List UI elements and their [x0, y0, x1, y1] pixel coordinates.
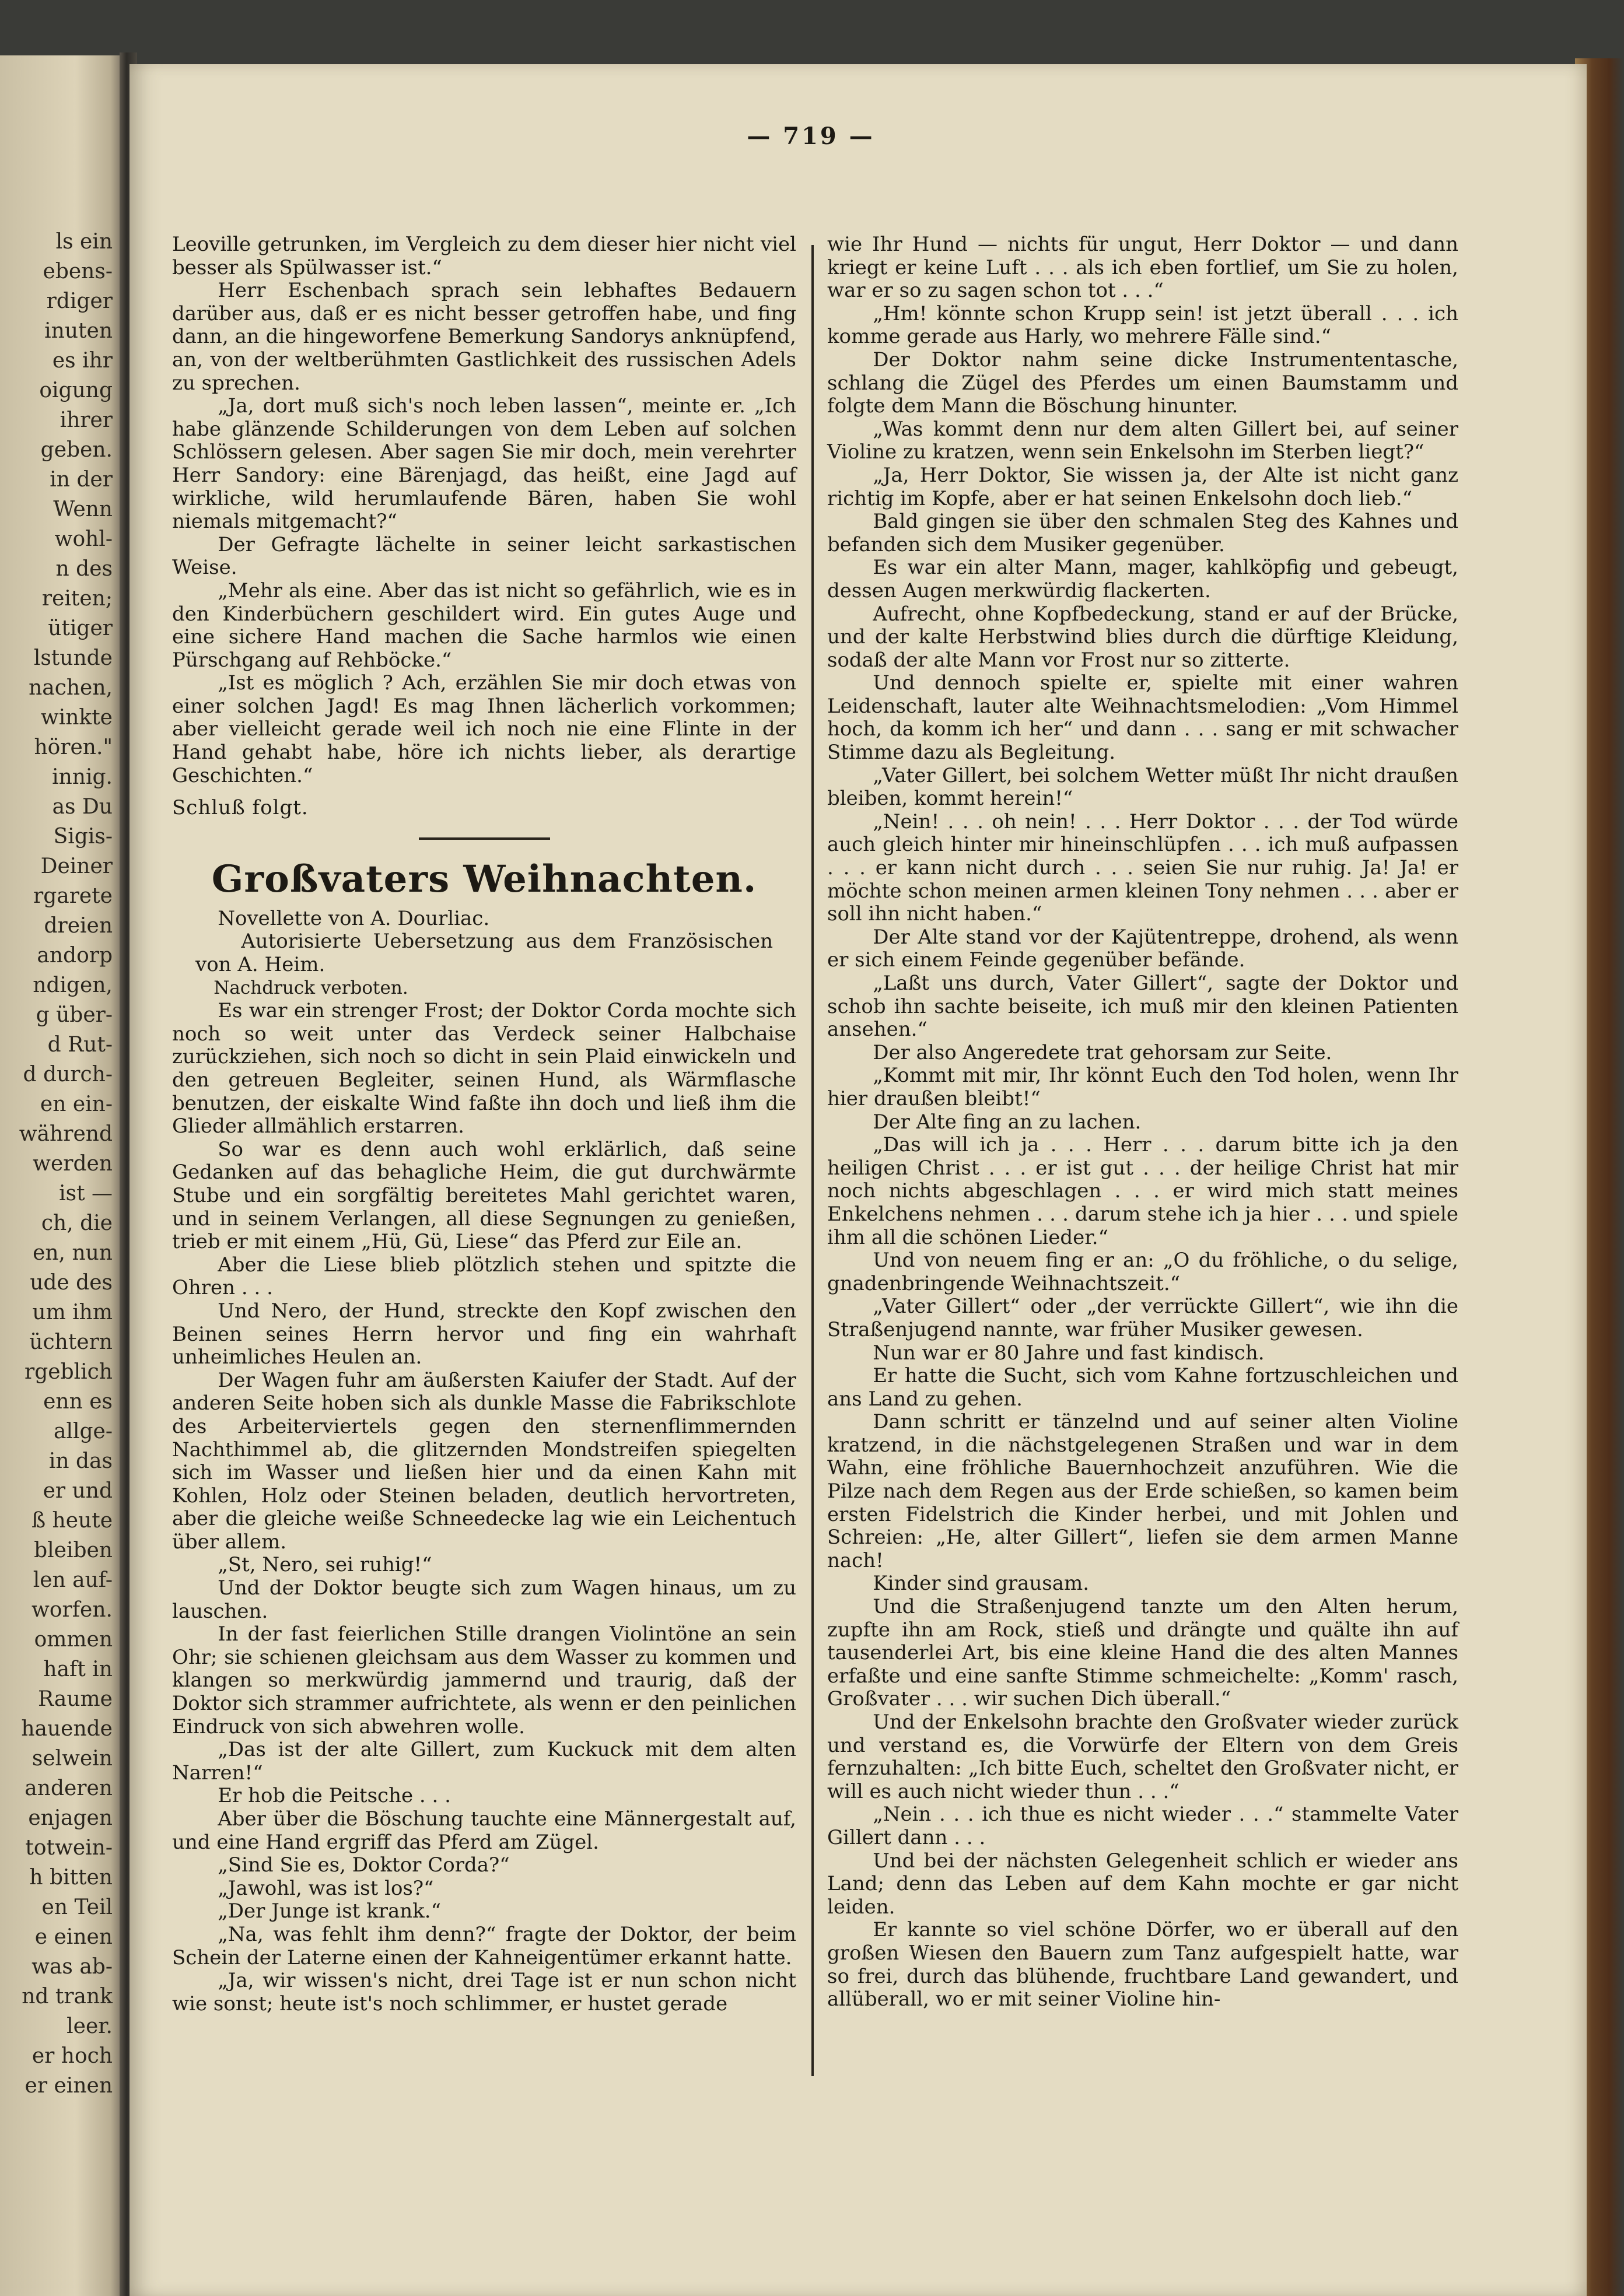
facing-page-line: wohl-: [54, 527, 113, 551]
facing-page-line: werden: [33, 1152, 113, 1176]
facing-page-line: es ihr: [52, 349, 113, 373]
paragraph: „Laßt uns durch, Vater Gillert“, sagte der Doktor und schob ihn sachte beiseite, ich muß mir den kleinen Patienten ansehen.“: [827, 972, 1458, 1042]
to-be-continued: Schluß folgt.: [172, 796, 309, 820]
facing-page-line: ihrer: [60, 408, 113, 432]
right-column: [827, 233, 1458, 2011]
facing-page-line: in der: [50, 468, 113, 492]
reprint-notice: Nachdruck verboten.: [214, 977, 408, 998]
facing-page-line: lstunde: [33, 646, 113, 670]
paragraph: Es war ein strenger Frost; der Doktor Corda mochte sich noch so weit unter das Verdeck seiner Halbchaise zurückziehen, sich noch so dicht in sein Plaid einwickeln und den getreuen Begleiter, seinen Hund, als Wärmflasche benutzen, der eiskalte Wind faßte ihn doch und ließ ihm die Glieder allmählich erstarren.: [172, 999, 796, 1138]
facing-page-line: nachen,: [29, 676, 113, 700]
story-subtitle: Novellette von A. Dourliac.: [218, 906, 490, 930]
facing-page-line: en ein-: [40, 1092, 113, 1116]
paragraph: Und der Enkelsohn brachte den Großvater wieder zurück und verstand es, die Vorwürfe der Eltern von dem Greis fernzuhalten: „Ich bitte Euch, scheltet den Großvater nicht, er will es auch nicht wieder thun . . .“: [827, 1710, 1458, 1803]
facing-page-line: um ihm: [32, 1301, 113, 1324]
paragraph: Es war ein alter Mann, mager, kahlköpfig und gebeugt, dessen Augen merkwürdig flackerten.: [827, 556, 1458, 602]
paragraph: „Sind Sie es, Doktor Corda?“: [218, 1853, 510, 1877]
paragraph: „Vater Gillert, bei solchem Wetter müßt Ihr nicht draußen bleiben, kommt herein!“: [827, 763, 1458, 811]
paragraph: „Na, was fehlt ihm denn?“ fragte der Doktor, der beim Schein der Laterne einen der Kahneigentümer erkannt hatte.: [172, 1922, 796, 1969]
paragraph: „Mehr als eine. Aber das ist nicht so gefährlich, wie es in den Kinderbüchern geschildert wird. Ein gutes Auge und eine sichere Hand machen die Sache harmlos wie einen Pürschgang auf Rehböcke.“: [172, 579, 796, 672]
facing-page-line: as Du: [52, 795, 113, 819]
facing-page-line: enjagen: [28, 1806, 113, 1830]
facing-page-line: nd trank: [22, 1985, 113, 2008]
facing-page-line: Deiner: [40, 854, 113, 878]
facing-page-line: üchtern: [29, 1330, 113, 1354]
facing-page-line: winkte: [40, 706, 113, 730]
paragraph: Nun war er 80 Jahre und fast kindisch.: [873, 1341, 1265, 1365]
story-title: Großvaters Weihnachten.: [211, 857, 757, 901]
paragraph: „Ja, wir wissen's nicht, drei Tage ist er nun schon nicht wie sonst; heute ist's noch schlimmer, er hustet gerade: [172, 1969, 796, 2015]
paragraph: Der also Angeredete trat gehorsam zur Seite.: [873, 1040, 1332, 1064]
facing-page-line: ß heute: [32, 1509, 113, 1533]
facing-page-line: Wenn: [53, 497, 113, 521]
facing-page-line: leer.: [66, 2014, 113, 2038]
paragraph: Und die Straßenjugend tanzte um den Alten herum, zupfte ihn am Rock, stieß und drängte und quälte ihn auf tausenderlei Art, bis eine kleine Hand die des alten Mannes erfaßte und eine sanfte Stimme schmeichelte: „Komm' rasch, Großvater . . . wir suchen Dich überall.“: [827, 1595, 1458, 1711]
paragraph: „Ja, Herr Doktor, Sie wissen ja, der Alte ist nicht ganz richtig im Kopfe, aber er hat seinen Enkelsohn doch lieb.“: [827, 463, 1458, 510]
facing-page-line: inuten: [44, 319, 113, 343]
facing-page-line: ütiger: [48, 616, 113, 640]
paragraph: Er kannte so viel schöne Dörfer, wo er überall auf den großen Wiesen den Bauern zum Tanz aufgespielt hatte, war so frei, durch das blühende, fruchtbare Land gewandert, und allüberall, wo er mit seiner Violine hin-: [827, 1918, 1458, 2011]
paragraph: Der Alte fing an zu lachen.: [873, 1110, 1142, 1134]
paragraph: Kinder sind grausam.: [873, 1572, 1090, 1596]
paragraph: Und von neuem fing er an: „O du fröhliche, o du selige, gnadenbringende Weihnachtszeit.“: [827, 1249, 1458, 1295]
facing-page-line: totwein-: [25, 1836, 113, 1860]
paragraph: Und bei der nächsten Gelegenheit schlich er wieder ans Land; denn das Leben auf dem Kahn mochte er gar nicht leiden.: [827, 1849, 1458, 1919]
facing-page-line: er und: [43, 1479, 113, 1503]
facing-page-line: hören.": [34, 735, 113, 759]
facing-page-line: en, nun: [33, 1241, 113, 1265]
paragraph: Herr Eschenbach sprach sein lebhaftes Bedauern darüber aus, daß er es nicht besser getroffen habe, und fing dann, an die hingeworfene Bemerkung Sandorys anknüpfend, an, von der weltberühmten Gastlichkeit des russischen Adels zu sprechen.: [172, 279, 796, 395]
facing-page-line: oigung: [39, 378, 113, 402]
facing-page-line: er hoch: [32, 2044, 113, 2068]
paragraph: Und der Doktor beugte sich zum Wagen hinaus, um zu lauschen.: [172, 1576, 796, 1623]
facing-page-line: bleiben: [34, 1538, 113, 1562]
translation-note: Autorisierte Uebersetzung aus dem Französischen von A. Heim.: [195, 930, 773, 977]
paragraph: Aber die Liese blieb plötzlich stehen und spitzte die Ohren . . .: [172, 1253, 796, 1300]
paragraph: Aufrecht, ohne Kopfbedeckung, stand er auf der Brücke, und der kalte Herbstwind blies durch die dürftige Kleidung, sodaß der alte Mann vor Frost nur so zitterte.: [827, 602, 1458, 672]
facing-page-line: len auf-: [33, 1568, 113, 1592]
paragraph: Dann schritt er tänzelnd und auf seiner alten Violine kratzend, in die nächstgelegenen Straßen und war in dem Wahn, eine fröhliche Bauernhochzeit anzuführen. Wie die Pilze nach dem Regen aus der Erde schießen, so kamen beim ersten Fidelstrich die Kinder herbei, und mit Johlen und Schreien: „He, alter Gillert“, liefen sie dem armen Manne nach!: [827, 1410, 1458, 1572]
facing-page-line: e einen: [34, 1925, 113, 1949]
paragraph: „Was kommt denn nur dem alten Gillert bei, auf seiner Violine zu kratzen, wenn sein Enkelsohn im Sterben liegt?“: [827, 417, 1458, 464]
paragraph: Er hatte die Sucht, sich vom Kahne fortzuschleichen und ans Land zu gehen.: [827, 1364, 1458, 1411]
paragraph: So war es denn auch wohl erklärlich, daß seine Gedanken auf das behagliche Heim, die gut durchwärmte Stube und ein sorgfältig bereitetes Mahl gerichtet waren, und in seinem Verlangen, all diese Segnungen zu genießen, trieb er mit einem „Hü, Gü, Liese“ das Pferd zur Eile an.: [172, 1137, 796, 1254]
facing-page-line: dreien: [44, 914, 113, 938]
facing-page-line: d Rut-: [47, 1033, 113, 1057]
paragraph: „Das ist der alte Gillert, zum Kuckuck mit dem alten Narren!“: [172, 1738, 796, 1785]
paragraph: „Vater Gillert“ oder „der verrückte Gillert“, wie ihn die Straßenjugend nannte, war früher Musiker gewesen.: [827, 1295, 1458, 1341]
facing-page-line: allge-: [53, 1419, 113, 1443]
facing-page-line: rgeblich: [24, 1360, 113, 1384]
paragraph: Der Doktor nahm seine dicke Instrumententasche, schlang die Zügel des Pferdes um einen Baumstamm und folgte dem Mann die Böschung hinunter.: [827, 348, 1458, 418]
facing-page-line: ebens-: [43, 260, 113, 283]
facing-page-line: worfen.: [32, 1598, 113, 1622]
facing-page-line: ndigen,: [33, 973, 113, 997]
paragraph: „Kommt mit mir, Ihr könnt Euch den Tod holen, wenn Ihr hier draußen bleibt!“: [827, 1064, 1458, 1110]
story-text: [172, 1000, 796, 2015]
facing-page-line: n des: [55, 557, 113, 581]
facing-page-line: en Teil: [41, 1895, 113, 1919]
paragraph: Leoville getrunken, im Vergleich zu dem dieser hier nicht viel besser als Spülwasser ist.“: [172, 233, 796, 279]
facing-page-line: was ab-: [32, 1955, 113, 1979]
paragraph: Aber über die Böschung tauchte eine Männergestalt auf, und eine Hand ergriff das Pferd am Zügel.: [172, 1807, 796, 1854]
facing-page-line: ude des: [30, 1271, 113, 1295]
paragraph: Der Alte stand vor der Kajütentreppe, drohend, als wenn er sich einem Feinde gegenüber befände.: [827, 925, 1458, 972]
facing-page-line: Sigis-: [53, 825, 113, 849]
facing-page-line: innig.: [52, 765, 113, 789]
paragraph: Er hob die Peitsche . . .: [218, 1784, 451, 1808]
facing-page-line: enn es: [43, 1390, 113, 1414]
paragraph: „Das will ich ja . . . Herr . . . darum bitte ich ja den heiligen Christ . . . er ist gut . . . der heilige Christ hat mir noch nichts abgeschlagen . . . er wird mich statt meines Enkelchens nehmen . . . darum stehe ich ja hier . . . und spiele ihm all die schönen Lieder.“: [827, 1133, 1458, 1249]
paragraph: „Nein . . . ich thue es nicht wieder . . .“ stammelte Vater Gillert dann . . .: [827, 1803, 1458, 1849]
paragraph: Und dennoch spielte er, spielte mit einer wahren Leidenschaft, lauter alte Weihnachtsmelodien: „Vom Himmel hoch, da komm ich her“ und dann . . . sang er mit schwacher Stimme dazu als Begleitung.: [827, 671, 1458, 765]
facing-page-line: Raume: [37, 1687, 113, 1711]
facing-page-line: ls ein: [55, 230, 113, 254]
facing-page-line: ommen: [34, 1628, 113, 1652]
paragraph: In der fast feierlichen Stille drangen Violintöne an sein Ohr; sie schienen gleichsam aus dem Wasser zu kommen und klangen so merkwürdig jammernd und traurig, daß der Doktor sich strammer aufrichtete, als wenn er den peinlichen Eindruck von sich abwehren wolle.: [172, 1622, 796, 1738]
paragraph: Bald gingen sie über den schmalen Steg des Kahnes und befanden sich dem Musiker gegenüber.: [827, 510, 1458, 556]
facing-page-line: geben.: [40, 438, 113, 462]
facing-page-line: d durch-: [23, 1063, 113, 1086]
facing-page-line: in das: [48, 1449, 113, 1473]
paragraph: Der Gefragte lächelte in seiner leicht sarkastischen Weise.: [172, 532, 796, 580]
page-number: — 719 —: [747, 122, 875, 150]
paragraph: „Hm! könnte schon Krupp sein! ist jetzt überall . . . ich komme gerade aus Harly, wo mehrere Fälle sind.“: [827, 302, 1458, 349]
paragraph: Und Nero, der Hund, streckte den Kopf zwischen den Beinen seines Herrn hervor und fing ein wahrhaft unheimliches Heulen an.: [172, 1299, 796, 1369]
left-page-fragment: [0, 55, 125, 2296]
story-text-continued: [827, 233, 1458, 2011]
facing-page-line: rgarete: [33, 884, 113, 908]
paragraph: „Ist es möglich ? Ach, erzählen Sie mir doch etwas von einer solchen Jagd! Es mag Ihnen lächerlich vorkommen; aber vielleicht gerade weil ich noch nie eine Flinte in der Hand gehabt habe, höre ich nichts lieber, als derartige Geschichten.“: [172, 671, 796, 787]
paragraph: „Nein! . . . oh nein! . . . Herr Doktor . . . der Tod würde auch gleich hinter mir hineinschlüpfen . . . ich muß aufpassen . . . er kann nicht durch . . . seien Sie nur ruhig. Ja! Ja! er möchte schon meinen armen kleinen Tony nehmen . . . aber er soll ihn nicht haben.“: [827, 809, 1458, 926]
facing-page-line: ist —: [59, 1182, 113, 1205]
paragraph: „Der Junge ist krank.“: [218, 1899, 441, 1923]
paragraph: „Ja, dort muß sich's noch leben lassen“, meinte er. „Ich habe glänzende Schilderungen von dem Leben auf solchen Schlössern gelesen. Aber sagen Sie mir doch, mein verehrter Herr Sandory: eine Bärenjagd, das heißt, eine Jagd auf wirkliche, wild herumlaufende Bären, haben Sie wohl niemals mitgemacht?“: [172, 394, 796, 534]
facing-page-line: hauende: [21, 1717, 113, 1741]
facing-page-line: h bitten: [29, 1866, 113, 1890]
paragraph: wie Ihr Hund — nichts für ungut, Herr Doktor — und dann kriegt er keine Luft . . . als ich eben fortlief, um Sie zu holen, war er so zu sagen schon tot . . .“: [827, 233, 1458, 303]
paragraph: „St, Nero, sei ruhig!“: [218, 1553, 432, 1577]
facing-page-line: g über-: [36, 1003, 113, 1027]
facing-page-line: haft in: [43, 1657, 113, 1681]
facing-page-line: reiten;: [41, 587, 113, 611]
facing-page-line: andorp: [37, 944, 113, 968]
facing-page-line: während: [19, 1122, 113, 1146]
column-divider: [811, 245, 814, 2076]
section-divider: [419, 837, 550, 840]
facing-page-line: ch, die: [41, 1211, 113, 1235]
paragraph: Der Wagen fuhr am äußersten Kaiufer der Stadt. Auf der anderen Seite hoben sich als dunkle Masse die Fabrikschlote des Arbeiterviertels gegen den sternenflimmernden Nachthimmel ab, die glitzernden Mondstreifen spiegelten sich im Wasser und ließen hier und da einen Kahn mit Kohlen, Holz oder Steinen beladen, deutlich hervortreten, aber die gleiche weiße Schneedecke lag wie ein Leichentuch über allem.: [172, 1368, 796, 1554]
facing-page-line: anderen: [24, 1776, 113, 1800]
left-column: [172, 233, 796, 2015]
facing-page-line: er einen: [24, 2074, 113, 2098]
facing-page-line: rdiger: [46, 289, 113, 313]
left-column-text: [172, 233, 796, 787]
facing-page-line: selwein: [32, 1747, 113, 1771]
paragraph: „Jawohl, was ist los?“: [218, 1876, 434, 1900]
